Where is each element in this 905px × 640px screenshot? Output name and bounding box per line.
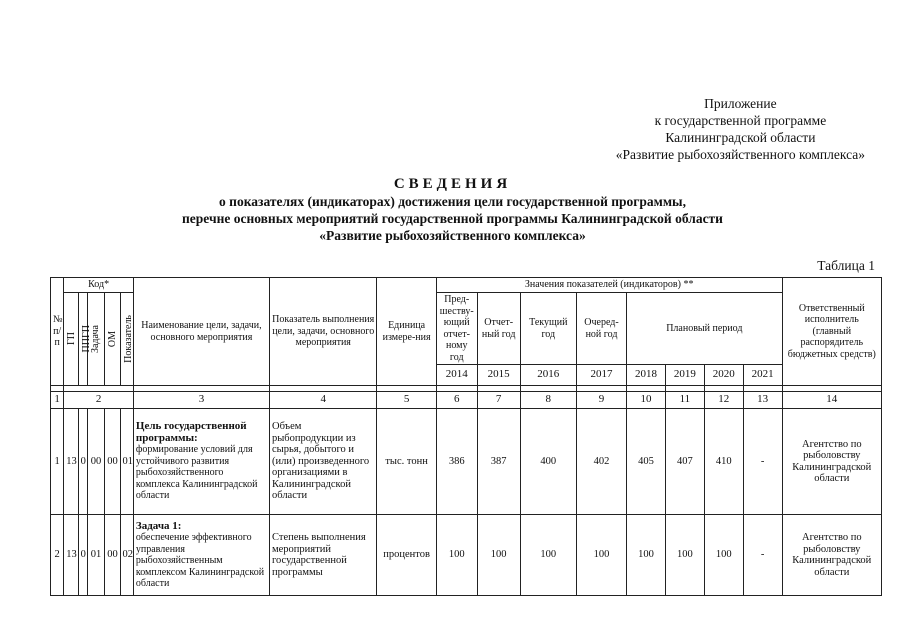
header-next-year: Очеред-ной год [576,293,626,365]
row-responsible: Агентство по рыболовству Калининградской области [782,515,881,596]
col-number: 13 [743,392,782,409]
appendix-block [616,95,865,163]
header-code-ppgp: ППГП [78,293,87,386]
row-value-2016: 100 [520,515,576,596]
row-code-task: 00 [87,409,104,515]
row-name [133,409,269,515]
table-label: Таблица 1 [817,258,875,273]
header-year-2021: 2021 [743,365,782,386]
col-number: 2 [64,392,134,409]
col-number: 3 [133,392,269,409]
row-value-2017: 402 [576,409,626,515]
appendix-line-3: Калининградской области [665,130,816,145]
header-code-om: ОМ [105,293,120,386]
subtitle-line-2: перечне основных мероприятий государственной программы Калининградской области [182,211,723,226]
header-year-2019: 2019 [665,365,704,386]
col-number: 5 [377,392,436,409]
header-num: № п/п [51,278,64,386]
row-value-2014: 100 [436,515,477,596]
document-titles [0,176,905,244]
column-number-row [51,392,882,409]
header-year-2014: 2014 [436,365,477,386]
header-unit: Единица измере-ния [377,278,436,386]
col-number: 8 [520,392,576,409]
col-number: 12 [704,392,743,409]
col-number: 4 [269,392,376,409]
header-code-task: Задача [87,293,104,386]
row-value-2018: 100 [627,515,666,596]
row-unit: тыс. тонн [377,409,436,515]
header-year-2015: 2015 [477,365,520,386]
header-indicator: Показатель выполнения цели, задачи, основного мероприятия [269,278,376,386]
row-value-2018: 405 [627,409,666,515]
row-code-gp: 13 [64,515,78,596]
row-value-2014: 386 [436,409,477,515]
row-code-ppgp: 0 [78,515,87,596]
header-year-2016: 2016 [520,365,576,386]
row-code-indicator: 02 [120,515,133,596]
row-code-om: 00 [105,515,120,596]
col-number: 6 [436,392,477,409]
appendix-line-4: «Развитие рыбохозяйственного комплекса» [615,147,865,162]
col-number: 7 [477,392,520,409]
header-code-indicator: Показатель [120,293,133,386]
row-value-2020: 100 [704,515,743,596]
row-responsible: Агентство по рыболовству Калининградской области [782,409,881,515]
table-row [51,409,882,515]
header-report-year: Отчет-ный год [477,293,520,365]
row-num: 2 [51,515,64,596]
row-value-2017: 100 [576,515,626,596]
header-values-group: Значения показателей (индикаторов) ** [436,278,782,293]
row-value-2021: - [743,515,782,596]
row-value-2019: 100 [665,515,704,596]
appendix-line-2: к государственной программе [654,113,827,128]
row-code-task: 01 [87,515,104,596]
row-indicator: Степень выполнения мероприятий государственной программы [269,515,376,596]
table-row [51,515,882,596]
header-plan-period: Плановый период [627,293,783,365]
col-number: 14 [782,392,881,409]
row-value-2015: 100 [477,515,520,596]
task-text: обеспечение эффективного управления рыбохозяйственным комплексом Калининградской области [135,532,265,589]
row-code-indicator: 01 [120,409,133,515]
row-name [133,515,269,596]
row-unit: процентов [377,515,436,596]
subtitle-line-1: о показателях (индикаторах) достижения цели государственной программы, [219,194,686,209]
header-prev-year: Пред-шеству-ющий отчет-ному год [436,293,477,365]
row-code-gp: 13 [64,409,78,515]
header-name: Наименование цели, задачи, основного мероприятия [133,278,269,386]
document-title: СВЕДЕНИЯ [393,176,512,192]
row-value-2015: 387 [477,409,520,515]
row-value-2016: 400 [520,409,576,515]
header-code-group: Код* [64,278,134,293]
indicators-table [50,277,882,596]
row-num: 1 [51,409,64,515]
header-year-2018: 2018 [627,365,666,386]
task-title: Задача 1: [135,519,182,532]
col-number: 10 [627,392,666,409]
row-value-2020: 410 [704,409,743,515]
header-code-gp: ГП [64,293,78,386]
row-value-2019: 407 [665,409,704,515]
col-number: 1 [51,392,64,409]
col-number: 9 [576,392,626,409]
row-indicator: Объем рыбопродукции из сырья, добытого и (или) произведенного организациями в Калининградской области [269,409,376,515]
row-code-om: 00 [105,409,120,515]
goal-text: формирование условий для устойчивого развития рыбохозяйственного комплекса Калининградской области [135,444,258,502]
header-year-2020: 2020 [704,365,743,386]
header-responsible: Ответственный исполнитель (главный распорядитель бюджетных средств) [782,278,881,386]
row-value-2021: - [743,409,782,515]
header-current-year: Текущий год [520,293,576,365]
col-number: 11 [665,392,704,409]
header-row-1 [51,278,882,293]
appendix-line-1: Приложение [704,96,777,111]
header-year-2017: 2017 [576,365,626,386]
goal-title: Цель государственной программы: [135,420,247,444]
subtitle-line-3: «Развитие рыбохозяйственного комплекса» [319,228,586,243]
row-code-ppgp: 0 [78,409,87,515]
